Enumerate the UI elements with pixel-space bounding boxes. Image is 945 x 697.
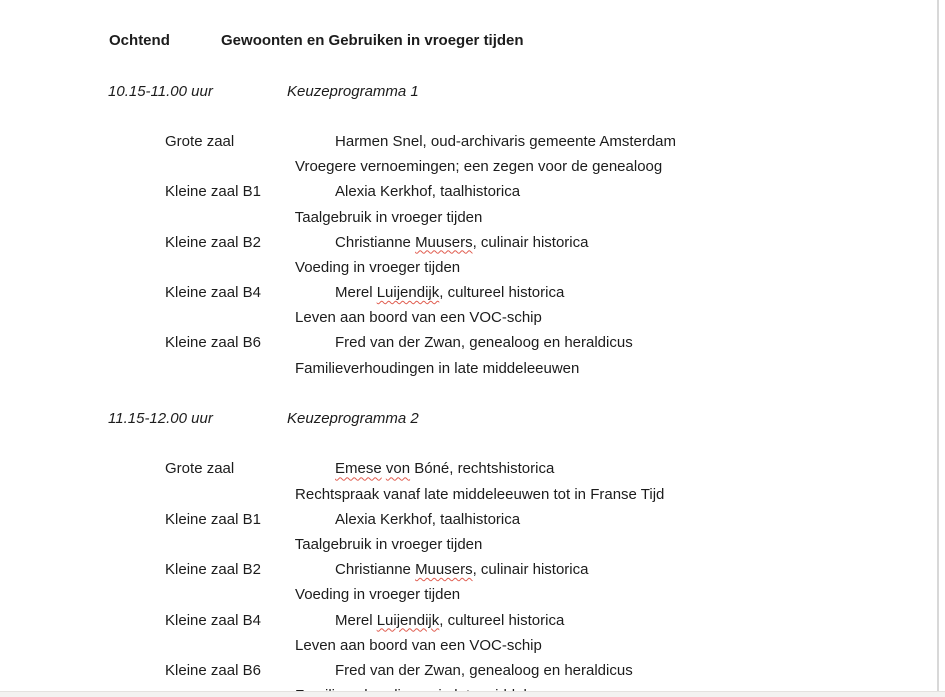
session-header: [0, 53, 936, 100]
speaker-text: [335, 133, 676, 150]
page-edge-line: [937, 0, 939, 691]
speaker-text-segment: , cultureel historica: [439, 284, 565, 302]
misspelled-word: Luijendijk: [376, 284, 440, 302]
room-label: Kleine zaal B1: [165, 183, 261, 201]
misspelled-word: Emese: [335, 460, 382, 478]
speaker-text-segment: Fred van der Zwan, genealoog en heraldicus: [335, 661, 633, 679]
speaker-text-segment: Fred van der Zwan, genealoog en heraldicus: [335, 334, 633, 352]
speaker-text-segment: Alexia Kerkhof, taalhistorica: [335, 183, 521, 201]
speaker-text-segment: , culinair historica: [472, 233, 589, 251]
room-label: Grote zaal: [165, 460, 235, 478]
speaker-text: [335, 460, 554, 477]
room-label: Kleine zaal B2: [165, 233, 261, 251]
session-time: 11.15-12.00 uur: [108, 410, 213, 428]
room-label: Grote zaal: [165, 132, 235, 150]
speaker-text: [335, 284, 564, 301]
misspelled-word: Luijendijk: [376, 611, 440, 629]
speaker-text: [335, 183, 520, 200]
speaker-text-segment: Bóné, rechtshistorica: [410, 460, 555, 478]
topic-text: Voeding in vroeger tijden: [295, 258, 461, 276]
slot-main-line: [0, 431, 936, 478]
speaker-text-segment: Alexia Kerkhof, taalhistorica: [335, 510, 521, 528]
room-label: Kleine zaal B4: [165, 284, 261, 302]
misspelled-word: Muusers: [415, 233, 473, 251]
speaker-text: [335, 662, 633, 679]
topic-text: Rechtspraak vanaf late middeleeuwen tot in Franse Tijd: [295, 485, 665, 503]
speaker-text-segment: Christianne: [335, 233, 416, 251]
speaker-text: [335, 511, 520, 528]
session-block: [0, 381, 936, 697]
session-slots: [0, 431, 936, 683]
slot-main-line: [0, 104, 936, 150]
heading-label: Ochtend: [109, 32, 170, 50]
room-label: Kleine zaal B6: [165, 334, 261, 352]
topic-text: Leven aan boord van een VOC-schip: [295, 309, 542, 327]
session-header: [0, 381, 936, 428]
session-program: Keuzeprogramma 2: [287, 410, 419, 428]
speaker-text-segment: , culinair historica: [472, 561, 589, 579]
speaker-text-segment: , cultureel historica: [439, 611, 565, 629]
speaker-text: [335, 612, 564, 629]
room-label: Kleine zaal B1: [165, 510, 261, 528]
heading-title: Gewoonten en Gebruiken in vroeger tijden: [221, 32, 524, 50]
speaker-text-segment: Christianne: [335, 561, 416, 579]
window-bottom-edge: [0, 691, 945, 697]
document-heading: [0, 3, 936, 50]
topic-text: Voeding in vroeger tijden: [295, 586, 461, 604]
room-label: Kleine zaal B4: [165, 611, 261, 629]
speaker-text-segment: Harmen Snel, oud-archivaris gemeente Amsterdam: [335, 132, 677, 150]
session-time: 10.15-11.00 uur: [108, 82, 213, 100]
program-slot: [0, 104, 936, 176]
misspelled-word: von: [385, 460, 411, 478]
session-block: [0, 53, 936, 380]
topic-text: Familieverhoudingen in late middeleeuwen: [295, 359, 580, 377]
misspelled-word: Muusers: [415, 561, 473, 579]
sessions: [0, 53, 936, 697]
session-program: Keuzeprogramma 1: [287, 82, 419, 100]
speaker-text-segment: Merel: [335, 611, 377, 629]
program-slot: [0, 431, 936, 503]
document-page[interactable]: [0, 3, 936, 697]
speaker-text: [335, 234, 588, 251]
topic-text: Leven aan boord van een VOC-schip: [295, 636, 542, 654]
topic-text: Taalgebruik in vroeger tijden: [294, 208, 483, 226]
speaker-text-segment: Merel: [335, 284, 377, 302]
room-label: Kleine zaal B2: [165, 561, 261, 579]
speaker-text: [335, 334, 633, 351]
session-slots: [0, 104, 936, 377]
topic-text: Vroegere vernoemingen; een zegen voor de genealoog: [295, 158, 663, 176]
topic-text: Taalgebruik in vroeger tijden: [294, 535, 483, 553]
speaker-text: [335, 561, 588, 578]
room-label: Kleine zaal B6: [165, 661, 261, 679]
